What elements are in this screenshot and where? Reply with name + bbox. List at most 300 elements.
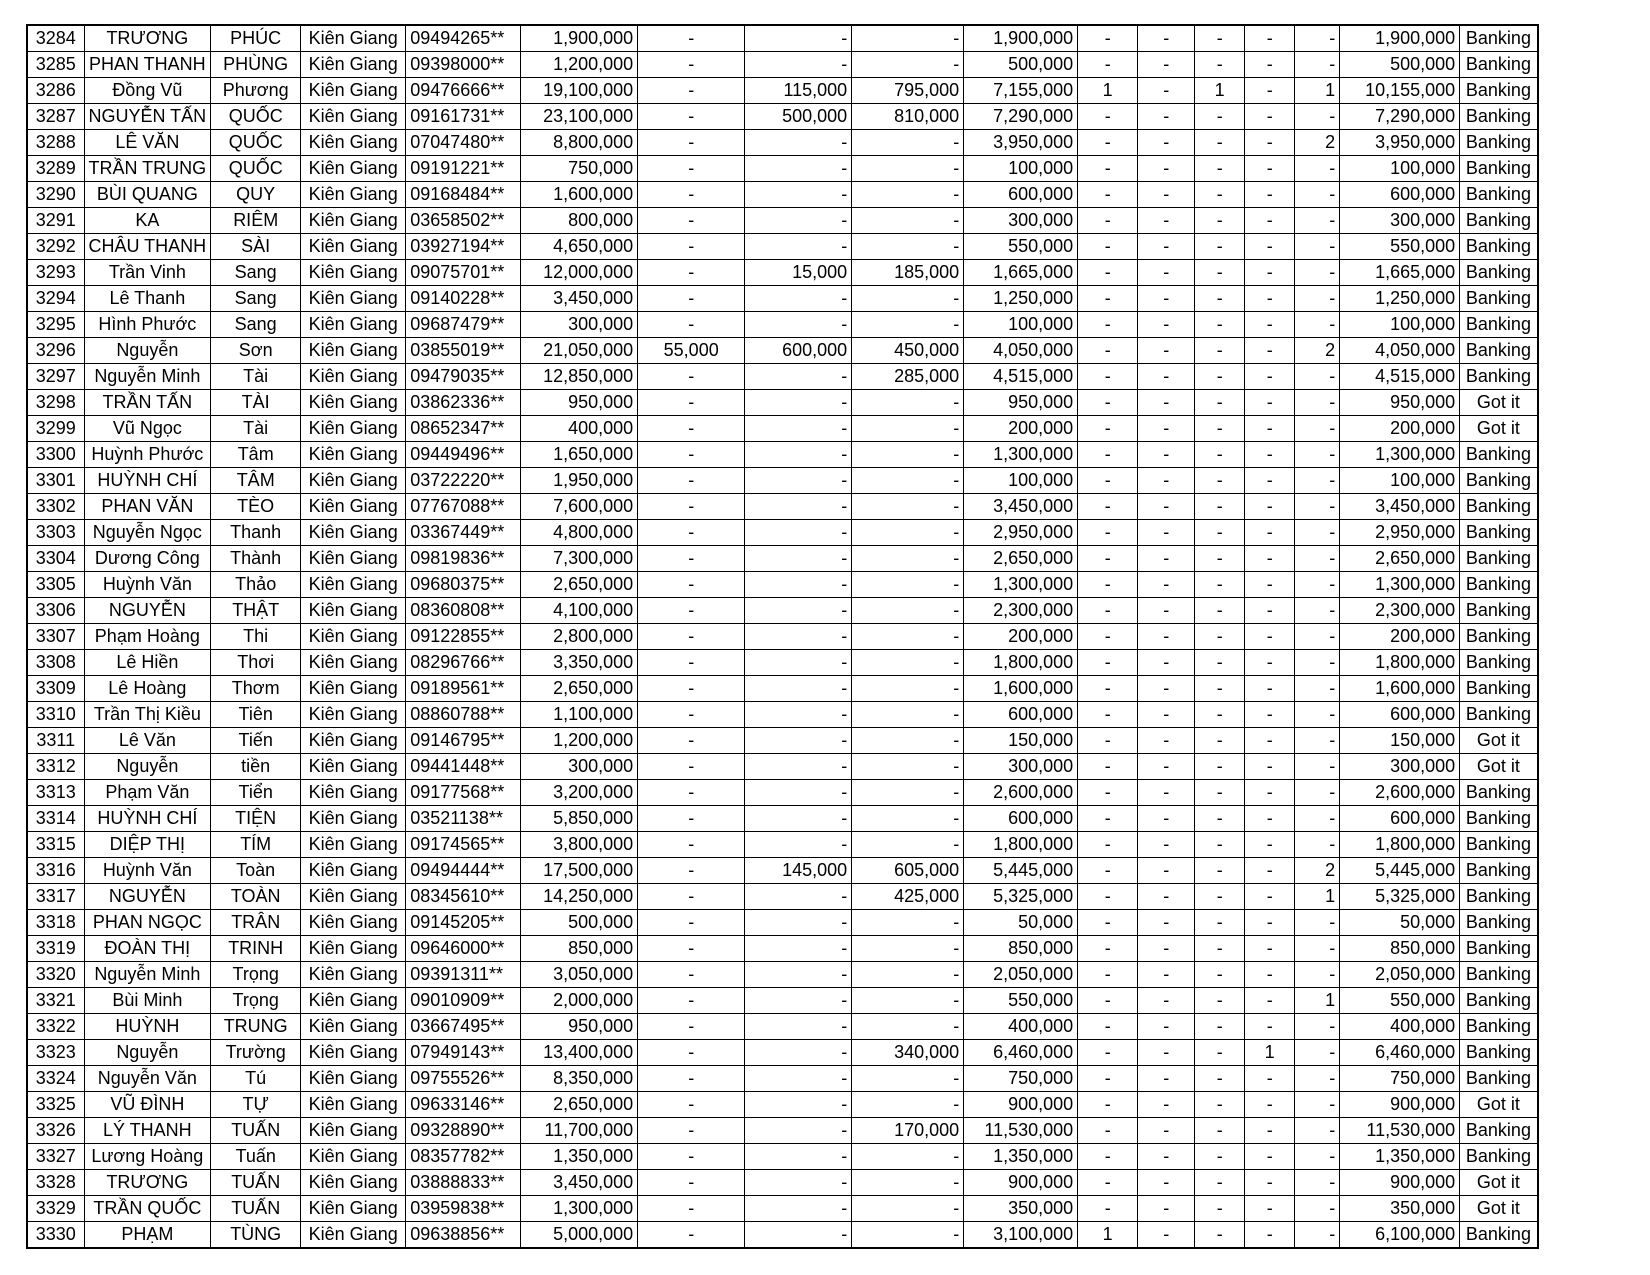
cell-flag-1: - [1078,1118,1138,1144]
cell-flag-3: - [1195,286,1245,312]
cell-col-b: - [745,728,852,754]
cell-flag-5: - [1295,1066,1340,1092]
cell-method: Banking [1460,338,1538,364]
cell-province: Kiên Giang [301,910,406,936]
cell-flag-5: - [1295,182,1340,208]
cell-last-name: Lê Thanh [84,286,211,312]
cell-amount: 1,200,000 [521,728,638,754]
cell-col-a: - [638,832,745,858]
cell-flag-3: - [1195,572,1245,598]
cell-flag-2: - [1138,1196,1195,1222]
cell-first-name: QUỐC [211,156,301,182]
cell-amount: 3,050,000 [521,962,638,988]
cell-col-a: - [638,702,745,728]
cell-flag-4: - [1245,78,1295,104]
cell-col-b: - [745,572,852,598]
cell-phone: 08296766** [406,650,521,676]
cell-total: 1,600,000 [1340,676,1460,702]
cell-col-a: - [638,806,745,832]
cell-subtotal: 1,600,000 [964,676,1078,702]
cell-flag-5: - [1295,442,1340,468]
cell-flag-4: - [1245,390,1295,416]
cell-flag-3: - [1195,676,1245,702]
cell-flag-4: - [1245,468,1295,494]
cell-flag-2: - [1138,1222,1195,1249]
cell-first-name: TOÀN [211,884,301,910]
cell-col-c: - [852,1014,964,1040]
cell-subtotal: 1,300,000 [964,442,1078,468]
cell-last-name: Huỳnh Văn [84,572,211,598]
cell-last-name: PHAN VĂN [84,494,211,520]
cell-flag-5: - [1295,676,1340,702]
cell-flag-1: - [1078,702,1138,728]
cell-flag-3: - [1195,338,1245,364]
cell-last-name: ĐOÀN THỊ [84,936,211,962]
cell-flag-2: - [1138,52,1195,78]
table-row [27,390,1538,416]
cell-total: 1,800,000 [1340,832,1460,858]
cell-flag-3: - [1195,728,1245,754]
cell-total: 50,000 [1340,910,1460,936]
cell-flag-1: - [1078,286,1138,312]
cell-method: Got it [1460,1170,1538,1196]
cell-subtotal: 200,000 [964,624,1078,650]
cell-flag-3: - [1195,1196,1245,1222]
cell-total: 900,000 [1340,1092,1460,1118]
cell-last-name: Lê Hoàng [84,676,211,702]
cell-col-c: - [852,754,964,780]
cell-flag-5: - [1295,650,1340,676]
cell-flag-3: - [1195,1144,1245,1170]
cell-province: Kiên Giang [301,1040,406,1066]
cell-flag-2: - [1138,25,1195,52]
cell-amount: 1,950,000 [521,468,638,494]
cell-subtotal: 300,000 [964,754,1078,780]
cell-phone: 08357782** [406,1144,521,1170]
cell-first-name: QUỐC [211,104,301,130]
cell-col-a: - [638,780,745,806]
cell-col-b: - [745,468,852,494]
cell-subtotal: 7,290,000 [964,104,1078,130]
cell-method: Banking [1460,442,1538,468]
cell-amount: 21,050,000 [521,338,638,364]
cell-first-name: TÍM [211,832,301,858]
cell-index: 3326 [27,1118,84,1144]
table-row [27,936,1538,962]
cell-first-name: THẬT [211,598,301,624]
cell-flag-4: - [1245,598,1295,624]
cell-total: 100,000 [1340,468,1460,494]
cell-first-name: Trường [211,1040,301,1066]
table-row [27,104,1538,130]
cell-flag-5: - [1295,1144,1340,1170]
cell-method: Banking [1460,1144,1538,1170]
cell-flag-4: - [1245,1222,1295,1249]
cell-flag-3: 1 [1195,78,1245,104]
cell-flag-2: - [1138,364,1195,390]
cell-amount: 500,000 [521,910,638,936]
cell-flag-1: - [1078,1196,1138,1222]
cell-flag-3: - [1195,52,1245,78]
cell-subtotal: 5,445,000 [964,858,1078,884]
cell-flag-4: - [1245,156,1295,182]
cell-first-name: Tú [211,1066,301,1092]
cell-last-name: Lê Hiền [84,650,211,676]
cell-first-name: Thơi [211,650,301,676]
cell-flag-5: - [1295,1014,1340,1040]
cell-index: 3304 [27,546,84,572]
cell-col-c: - [852,962,964,988]
cell-subtotal: 3,450,000 [964,494,1078,520]
cell-col-c: 170,000 [852,1118,964,1144]
cell-col-c: - [852,572,964,598]
cell-flag-5: - [1295,234,1340,260]
cell-amount: 5,000,000 [521,1222,638,1249]
table-row [27,780,1538,806]
cell-col-b: - [745,1170,852,1196]
cell-amount: 1,650,000 [521,442,638,468]
cell-last-name: VŨ ĐÌNH [84,1092,211,1118]
cell-col-c: - [852,234,964,260]
cell-index: 3322 [27,1014,84,1040]
cell-flag-3: - [1195,1066,1245,1092]
cell-last-name: Huỳnh Phước [84,442,211,468]
cell-last-name: BÙI QUANG [84,182,211,208]
cell-flag-2: - [1138,234,1195,260]
cell-amount: 3,450,000 [521,286,638,312]
cell-col-a: - [638,754,745,780]
cell-subtotal: 11,530,000 [964,1118,1078,1144]
cell-flag-3: - [1195,312,1245,338]
cell-col-b: - [745,1014,852,1040]
cell-col-c: - [852,780,964,806]
cell-flag-5: - [1295,520,1340,546]
cell-total: 4,050,000 [1340,338,1460,364]
cell-flag-2: - [1138,572,1195,598]
cell-col-b: - [745,832,852,858]
cell-col-a: - [638,1118,745,1144]
cell-total: 1,300,000 [1340,442,1460,468]
cell-subtotal: 2,050,000 [964,962,1078,988]
cell-subtotal: 200,000 [964,416,1078,442]
cell-flag-1: - [1078,182,1138,208]
cell-total: 600,000 [1340,702,1460,728]
cell-amount: 4,650,000 [521,234,638,260]
cell-total: 2,650,000 [1340,546,1460,572]
cell-first-name: Trọng [211,962,301,988]
cell-province: Kiên Giang [301,416,406,442]
cell-method: Banking [1460,364,1538,390]
cell-flag-4: - [1245,1014,1295,1040]
cell-method: Banking [1460,130,1538,156]
cell-phone: 03667495** [406,1014,521,1040]
cell-flag-2: - [1138,884,1195,910]
cell-flag-4: - [1245,624,1295,650]
cell-index: 3299 [27,416,84,442]
cell-col-a: - [638,1222,745,1249]
cell-amount: 2,000,000 [521,988,638,1014]
cell-last-name: Huỳnh Văn [84,858,211,884]
cell-flag-4: - [1245,884,1295,910]
cell-col-b: - [745,182,852,208]
cell-flag-5: 1 [1295,884,1340,910]
cell-phone: 03959838** [406,1196,521,1222]
cell-index: 3309 [27,676,84,702]
table-row [27,1066,1538,1092]
cell-col-a: - [638,312,745,338]
cell-first-name: SÀI [211,234,301,260]
cell-flag-1: - [1078,234,1138,260]
cell-method: Banking [1460,650,1538,676]
cell-first-name: QUỐC [211,130,301,156]
cell-province: Kiên Giang [301,546,406,572]
cell-index: 3303 [27,520,84,546]
cell-flag-4: - [1245,702,1295,728]
table-row [27,832,1538,858]
cell-flag-3: - [1195,624,1245,650]
data-table [26,24,1539,1249]
cell-flag-4: - [1245,858,1295,884]
cell-flag-1: - [1078,806,1138,832]
table-row [27,25,1538,52]
cell-phone: 09328890** [406,1118,521,1144]
cell-flag-1: - [1078,1170,1138,1196]
cell-col-a: - [638,234,745,260]
cell-total: 600,000 [1340,806,1460,832]
cell-amount: 7,300,000 [521,546,638,572]
cell-col-b: - [745,988,852,1014]
table-row [27,78,1538,104]
cell-index: 3311 [27,728,84,754]
cell-total: 200,000 [1340,624,1460,650]
cell-subtotal: 550,000 [964,988,1078,1014]
cell-method: Banking [1460,312,1538,338]
cell-method: Banking [1460,962,1538,988]
cell-amount: 300,000 [521,312,638,338]
cell-amount: 2,650,000 [521,572,638,598]
cell-province: Kiên Giang [301,754,406,780]
cell-flag-4: - [1245,25,1295,52]
cell-amount: 750,000 [521,156,638,182]
cell-province: Kiên Giang [301,234,406,260]
cell-flag-1: - [1078,598,1138,624]
cell-province: Kiên Giang [301,624,406,650]
cell-last-name: Lương Hoàng [84,1144,211,1170]
cell-last-name: KA [84,208,211,234]
cell-subtotal: 1,800,000 [964,650,1078,676]
cell-col-b: - [745,364,852,390]
cell-method: Banking [1460,832,1538,858]
cell-first-name: PHÙNG [211,52,301,78]
cell-col-c: - [852,416,964,442]
cell-province: Kiên Giang [301,25,406,52]
cell-last-name: CHÂU THANH [84,234,211,260]
cell-method: Got it [1460,754,1538,780]
cell-last-name: HUỲNH CHÍ [84,468,211,494]
cell-subtotal: 1,350,000 [964,1144,1078,1170]
cell-flag-1: - [1078,1066,1138,1092]
cell-total: 100,000 [1340,156,1460,182]
cell-index: 3315 [27,832,84,858]
cell-flag-5: 2 [1295,338,1340,364]
cell-total: 550,000 [1340,988,1460,1014]
cell-method: Banking [1460,572,1538,598]
cell-flag-1: - [1078,988,1138,1014]
cell-subtotal: 600,000 [964,182,1078,208]
cell-index: 3325 [27,1092,84,1118]
table-row [27,910,1538,936]
cell-amount: 950,000 [521,1014,638,1040]
cell-flag-4: - [1245,520,1295,546]
cell-flag-5: - [1295,598,1340,624]
cell-flag-1: - [1078,52,1138,78]
cell-col-a: - [638,390,745,416]
cell-last-name: HUỲNH CHÍ [84,806,211,832]
table-row [27,520,1538,546]
cell-total: 4,515,000 [1340,364,1460,390]
cell-col-b: - [745,936,852,962]
cell-first-name: Tiên [211,702,301,728]
cell-phone: 07949143** [406,1040,521,1066]
cell-col-c: - [852,25,964,52]
cell-col-a: - [638,416,745,442]
cell-amount: 5,850,000 [521,806,638,832]
cell-total: 6,100,000 [1340,1222,1460,1249]
cell-col-a: - [638,884,745,910]
cell-flag-5: - [1295,780,1340,806]
cell-index: 3302 [27,494,84,520]
cell-col-b: - [745,52,852,78]
cell-col-b: - [745,156,852,182]
cell-method: Banking [1460,182,1538,208]
cell-first-name: Toàn [211,858,301,884]
cell-amount: 850,000 [521,936,638,962]
cell-method: Banking [1460,78,1538,104]
cell-flag-3: - [1195,754,1245,780]
cell-province: Kiên Giang [301,182,406,208]
cell-col-c: 795,000 [852,78,964,104]
cell-col-a: - [638,520,745,546]
cell-amount: 12,850,000 [521,364,638,390]
cell-amount: 8,800,000 [521,130,638,156]
cell-col-b: - [745,1222,852,1249]
cell-flag-5: - [1295,572,1340,598]
cell-flag-3: - [1195,1118,1245,1144]
cell-phone: 09755526** [406,1066,521,1092]
cell-first-name: Thi [211,624,301,650]
cell-subtotal: 2,600,000 [964,780,1078,806]
cell-flag-3: - [1195,884,1245,910]
cell-total: 300,000 [1340,208,1460,234]
cell-col-a: - [638,78,745,104]
cell-phone: 09680375** [406,572,521,598]
cell-col-c: - [852,182,964,208]
cell-first-name: Thành [211,546,301,572]
cell-phone: 09391311** [406,962,521,988]
cell-phone: 07767088** [406,494,521,520]
cell-col-c: - [852,1144,964,1170]
cell-total: 150,000 [1340,728,1460,754]
cell-col-a: - [638,650,745,676]
cell-flag-5: 2 [1295,858,1340,884]
cell-subtotal: 950,000 [964,390,1078,416]
cell-flag-1: - [1078,104,1138,130]
cell-col-a: - [638,1170,745,1196]
table-row [27,494,1538,520]
cell-index: 3308 [27,650,84,676]
cell-subtotal: 900,000 [964,1170,1078,1196]
cell-total: 2,950,000 [1340,520,1460,546]
cell-col-a: - [638,208,745,234]
cell-flag-1: - [1078,1092,1138,1118]
cell-amount: 800,000 [521,208,638,234]
cell-flag-4: - [1245,312,1295,338]
cell-province: Kiên Giang [301,364,406,390]
table-row [27,624,1538,650]
cell-first-name: TUẤN [211,1170,301,1196]
cell-province: Kiên Giang [301,52,406,78]
cell-index: 3296 [27,338,84,364]
cell-flag-3: - [1195,962,1245,988]
cell-flag-4: - [1245,1118,1295,1144]
cell-flag-4: - [1245,130,1295,156]
cell-flag-1: - [1078,884,1138,910]
cell-first-name: Sơn [211,338,301,364]
cell-flag-5: - [1295,416,1340,442]
cell-col-b: - [745,494,852,520]
cell-total: 3,450,000 [1340,494,1460,520]
cell-amount: 3,800,000 [521,832,638,858]
cell-flag-5: - [1295,1118,1340,1144]
cell-flag-5: - [1295,208,1340,234]
cell-last-name: Nguyễn [84,338,211,364]
cell-method: Banking [1460,1014,1538,1040]
cell-province: Kiên Giang [301,650,406,676]
cell-total: 11,530,000 [1340,1118,1460,1144]
cell-first-name: Thanh [211,520,301,546]
cell-col-c: - [852,468,964,494]
cell-col-c: - [852,546,964,572]
cell-flag-5: 1 [1295,78,1340,104]
cell-col-c: - [852,598,964,624]
cell-flag-4: - [1245,936,1295,962]
cell-last-name: Phạm Hoàng [84,624,211,650]
cell-flag-2: - [1138,780,1195,806]
cell-col-c: - [852,494,964,520]
cell-flag-2: - [1138,962,1195,988]
cell-province: Kiên Giang [301,1092,406,1118]
cell-last-name: Nguyễn Minh [84,962,211,988]
cell-flag-2: - [1138,832,1195,858]
cell-flag-5: - [1295,25,1340,52]
cell-index: 3328 [27,1170,84,1196]
cell-flag-2: - [1138,468,1195,494]
cell-col-b: - [745,286,852,312]
cell-province: Kiên Giang [301,260,406,286]
cell-index: 3323 [27,1040,84,1066]
cell-flag-4: - [1245,650,1295,676]
cell-method: Banking [1460,858,1538,884]
cell-flag-3: - [1195,1170,1245,1196]
cell-method: Banking [1460,104,1538,130]
cell-amount: 8,350,000 [521,1066,638,1092]
cell-flag-4: - [1245,780,1295,806]
cell-last-name: TRẦN QUỐC [84,1196,211,1222]
cell-phone: 07047480** [406,130,521,156]
cell-col-c: - [852,702,964,728]
cell-phone: 09687479** [406,312,521,338]
cell-flag-2: - [1138,1014,1195,1040]
